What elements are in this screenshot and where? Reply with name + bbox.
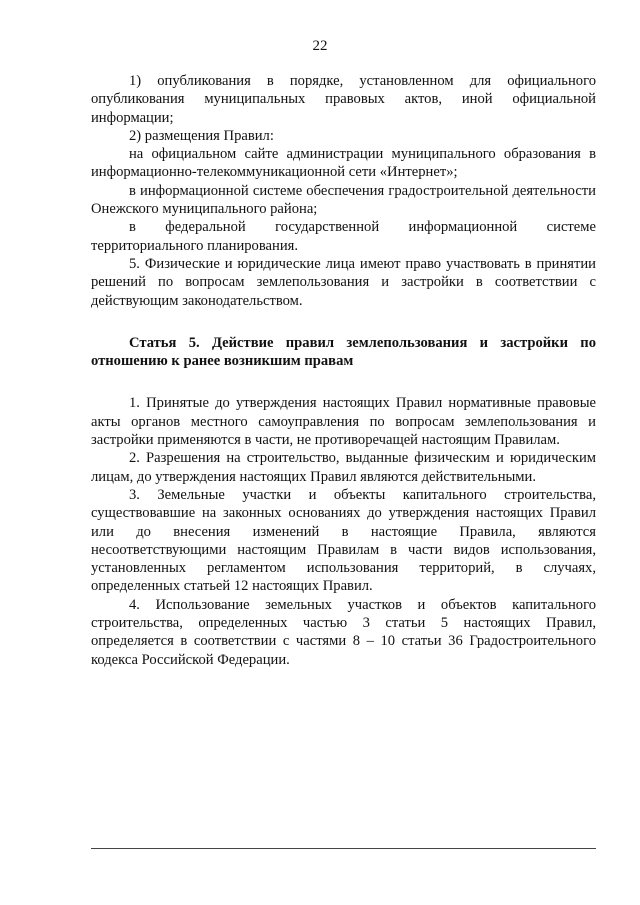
paragraph: 2) размещения Правил: bbox=[129, 127, 274, 144]
paragraph: в федеральной государственной информационной системе территориального планирования. bbox=[91, 219, 596, 254]
page-number: 22 bbox=[312, 38, 328, 54]
paragraph: на официальном сайте администрации муниципального образования в информационно-телекоммуникационной сети «Интернет»; bbox=[91, 146, 596, 181]
article-title: Статья 5. Действие правил землепользования и застройки по отношению к ранее возникшим правам bbox=[91, 334, 596, 370]
paragraphs-after-article bbox=[91, 394, 596, 668]
paragraph: в информационной системе обеспечения градостроительной деятельности Онежского муниципального района; bbox=[91, 182, 596, 218]
footer-rule bbox=[91, 848, 596, 849]
paragraph: 3. Земельные участки и объекты капитального строительства, существовавшие на законных основаниях до утверждения настоящих Правил или до внесения изменений в настоящие Правила, являются несоответствующими настоящим Правилам в части видов использования, установленных регламентом использования территорий, в случаях, определенных статьей 12 настоящих Правил. bbox=[91, 486, 596, 595]
paragraph: 4. Использование земельных участков и объектов капитального строительства, определенных частью 3 статьи 5 настоящих Правил, определяется в соответствии с частями 8 – 10 статьи 36 Градостроительного кодекса Российской Федерации. bbox=[91, 596, 596, 668]
paragraph: 1. Принятые до утверждения настоящих Правил нормативные правовые акты органов местного самоуправления по вопросам землепользования и застройки применяются в части, не противоречащей настоящим Правилам. bbox=[91, 395, 596, 449]
paragraphs-before-article bbox=[91, 72, 596, 310]
paragraph: 1) опубликования в порядке, установленном для официального опубликования муниципальных правовых актов, иной официальной информации; bbox=[91, 73, 596, 126]
document-body bbox=[91, 72, 596, 669]
paragraph: 2. Разрешения на строительство, выданные физическим и юридическим лицам, до утверждения настоящих Правил являются действительными. bbox=[91, 450, 596, 485]
paragraph: 5. Физические и юридические лица имеют право участвовать в принятии решений по вопросам землепользования и застройки в соответствии с действующим законодательством. bbox=[91, 255, 596, 309]
